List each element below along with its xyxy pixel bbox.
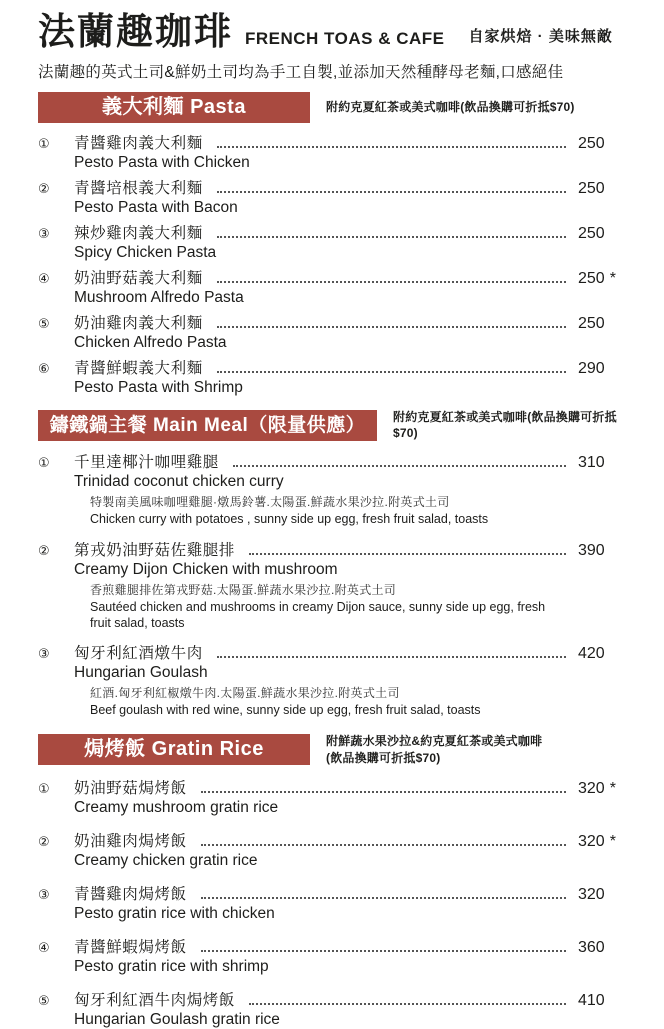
item-price: 250	[578, 134, 605, 152]
section-pasta-note	[326, 99, 575, 116]
menu-item	[38, 776, 638, 817]
section-gratin-rice	[38, 733, 638, 1029]
menu-item	[38, 935, 638, 976]
item-number: ②	[38, 542, 50, 558]
item-name-zh: 奶油雞肉義大利麵	[74, 314, 203, 332]
menu-item	[38, 356, 638, 397]
item-price: 320	[578, 833, 605, 851]
dotted-leader	[201, 844, 566, 846]
item-name-en: Pesto gratin rice with chicken	[74, 905, 275, 923]
dotted-leader	[217, 656, 566, 658]
item-number: ③	[38, 887, 50, 903]
item-name-en: Mushroom Alfredo Pasta	[74, 288, 244, 306]
section-gratin-rice-header	[38, 733, 638, 767]
item-row	[38, 356, 638, 378]
section-main-meal	[38, 409, 638, 719]
menu-item	[38, 131, 638, 172]
item-price-cell	[578, 180, 638, 198]
dotted-leader	[217, 236, 566, 238]
menu-item	[38, 641, 638, 719]
item-desc-zh: 紅酒.匈牙利紅椒燉牛肉.太陽蛋.鮮蔬水果沙拉.附英式土司	[90, 686, 400, 701]
item-name-zh: 奶油野菇義大利麵	[74, 269, 203, 287]
item-number: ③	[38, 225, 50, 241]
menu-item	[38, 221, 638, 262]
item-number: ④	[38, 270, 50, 286]
menu-item	[38, 266, 638, 307]
item-price-mark: *	[609, 269, 616, 287]
item-price: 390	[578, 541, 605, 559]
item-row	[38, 829, 638, 851]
item-name-zh: 第戎奶油野菇佐雞腿排	[74, 541, 236, 559]
item-number: ②	[38, 180, 50, 196]
item-number: ③	[38, 646, 50, 662]
section-pasta	[38, 92, 638, 397]
item-desc-zh: 香煎雞腿排佐第戎野菇.太陽蛋.鮮蔬水果沙拉.附英式土司	[90, 582, 397, 597]
dotted-leader	[217, 281, 566, 283]
item-row	[38, 131, 638, 153]
item-price-cell	[578, 886, 638, 904]
menu-item	[38, 988, 638, 1029]
dotted-leader	[249, 1003, 566, 1005]
section-main-meal-header	[38, 409, 638, 443]
item-price: 410	[578, 992, 605, 1010]
item-price: 320	[578, 780, 605, 798]
item-price-cell	[578, 454, 638, 472]
section-gratin-rice-items	[38, 776, 638, 1029]
item-name-zh: 辣炒雞肉義大利麵	[74, 224, 203, 242]
item-row	[38, 641, 638, 663]
dotted-leader	[201, 897, 566, 899]
dotted-leader	[217, 326, 566, 328]
item-price-cell	[578, 939, 638, 957]
item-price-cell	[578, 225, 638, 243]
dotted-leader	[249, 553, 566, 555]
item-name-en: Pesto gratin rice with shrimp	[74, 958, 269, 976]
dotted-leader	[201, 791, 566, 793]
note-line: 附約克夏紅茶或美式咖啡(飲品換購可折抵$70)	[393, 409, 617, 441]
item-name-en: Pesto Pasta with Shrimp	[74, 378, 243, 396]
item-name-en: Creamy Dijon Chicken with mushroom	[74, 560, 338, 578]
dotted-leader	[217, 191, 566, 193]
brand-tagline: 自家烘焙 · 美味無敵	[468, 27, 613, 45]
item-number: ②	[38, 834, 50, 850]
item-row	[38, 311, 638, 333]
item-name-zh: 匈牙利紅酒牛肉焗烤飯	[74, 992, 236, 1010]
dotted-leader	[217, 371, 566, 373]
item-row	[38, 221, 638, 243]
dotted-leader	[201, 950, 566, 952]
note-line: 附鮮蔬水果沙拉&約克夏紅茶或美式咖啡	[326, 733, 543, 748]
item-desc-en: Chicken curry with potatoes , sunny side up egg, fresh fruit salad, toasts	[90, 512, 489, 527]
item-row	[38, 176, 638, 198]
section-main-meal-title-banner: 鑄鐵鍋主餐 Main Meal（限量供應）	[38, 410, 377, 441]
menu-item	[38, 882, 638, 923]
item-name-zh: 匈牙利紅酒燉牛肉	[74, 645, 203, 663]
item-name-en: Trinidad coconut chicken curry	[74, 473, 284, 491]
item-price-mark: *	[609, 780, 616, 798]
item-name-zh: 青醬雞肉焗烤飯	[74, 886, 187, 904]
item-name-zh: 青醬鮮蝦義大利麵	[74, 359, 203, 377]
section-gratin-rice-note	[326, 733, 542, 767]
section-gratin-rice-title-banner: 焗烤飯 Gratin Rice	[38, 734, 310, 765]
item-name-en: Pesto Pasta with Bacon	[74, 198, 238, 216]
item-number: ④	[38, 940, 50, 956]
item-number: ①	[38, 781, 50, 797]
item-price: 250	[578, 314, 605, 332]
dotted-leader	[217, 146, 566, 148]
item-price-cell	[578, 542, 638, 560]
section-main-meal-note	[393, 409, 638, 443]
item-price: 290	[578, 359, 605, 377]
item-price: 420	[578, 645, 605, 663]
item-row	[38, 266, 638, 288]
item-name-en: Spicy Chicken Pasta	[74, 243, 217, 261]
item-price-cell	[578, 780, 638, 798]
item-price-cell	[578, 135, 638, 153]
menu-item	[38, 176, 638, 217]
dotted-leader	[233, 465, 566, 467]
item-name-en: Creamy mushroom gratin rice	[74, 799, 279, 817]
item-desc-en: Sautéed chicken and mushrooms in creamy Dijon sauce, sunny side up egg, fresh fruit salad, toasts	[90, 599, 546, 630]
item-price-cell	[578, 315, 638, 333]
item-price: 250	[578, 179, 605, 197]
item-price-cell	[578, 270, 638, 288]
item-number: ⑤	[38, 993, 50, 1009]
item-price: 250	[578, 269, 605, 287]
section-pasta-header	[38, 92, 638, 123]
note-line: (飲品換購可折抵$70)	[326, 750, 441, 765]
brand-title-en: FRENCH TOAS & CAFE	[245, 28, 445, 48]
item-desc-zh: 特製南美風味咖哩雞腿·燉馬鈴薯.太陽蛋.鮮蔬水果沙拉.附英式土司	[90, 495, 450, 510]
item-name-en: Hungarian Goulash	[74, 664, 208, 682]
menu-item	[38, 538, 638, 631]
item-row	[38, 450, 638, 472]
menu-item	[38, 450, 638, 528]
item-name-zh: 青醬鮮蝦焗烤飯	[74, 939, 187, 957]
item-name-en: Pesto Pasta with Chicken	[74, 153, 250, 171]
item-price-cell	[578, 992, 638, 1010]
item-name-en: Chicken Alfredo Pasta	[74, 333, 227, 351]
item-price: 320	[578, 886, 605, 904]
item-number: ①	[38, 135, 50, 151]
menu-item	[38, 829, 638, 870]
item-row	[38, 882, 638, 904]
item-row	[38, 935, 638, 957]
item-name-en: Creamy chicken gratin rice	[74, 852, 258, 870]
item-number: ①	[38, 455, 50, 471]
note-line: 附約克夏紅茶或美式咖啡(飲品換購可折抵$70)	[326, 99, 575, 114]
header	[38, 12, 638, 53]
item-row	[38, 988, 638, 1010]
section-pasta-title-banner: 義大利麵 Pasta	[38, 92, 310, 123]
item-price: 250	[578, 224, 605, 242]
item-name-zh: 青醬培根義大利麵	[74, 179, 203, 197]
menu-item	[38, 311, 638, 352]
brand-title-zh: 法蘭趣珈琲	[38, 11, 233, 52]
menu-subtitle: 法蘭趣的英式土司&鮮奶土司均為手工自製,並添加天然種酵母老麵,口感絕佳	[38, 63, 564, 81]
item-price-cell	[578, 645, 638, 663]
item-price-mark: *	[609, 833, 616, 851]
item-name-zh: 奶油雞肉焗烤飯	[74, 833, 187, 851]
item-name-zh: 青醬雞肉義大利麵	[74, 134, 203, 152]
item-price: 310	[578, 454, 605, 472]
section-pasta-items	[38, 131, 638, 397]
section-main-meal-items	[38, 450, 638, 719]
item-price-cell	[578, 360, 638, 378]
item-number: ⑥	[38, 360, 50, 376]
item-row	[38, 776, 638, 798]
item-desc-en: Beef goulash with red wine, sunny side up egg, fresh fruit salad, toasts	[90, 703, 481, 718]
item-number: ⑤	[38, 315, 50, 331]
item-price-cell	[578, 833, 638, 851]
item-row	[38, 538, 638, 560]
item-name-zh: 奶油野菇焗烤飯	[74, 780, 187, 798]
item-name-zh: 千里達椰汁咖哩雞腿	[74, 454, 219, 472]
item-name-en: Hungarian Goulash gratin rice	[74, 1011, 280, 1029]
item-price: 360	[578, 939, 605, 957]
